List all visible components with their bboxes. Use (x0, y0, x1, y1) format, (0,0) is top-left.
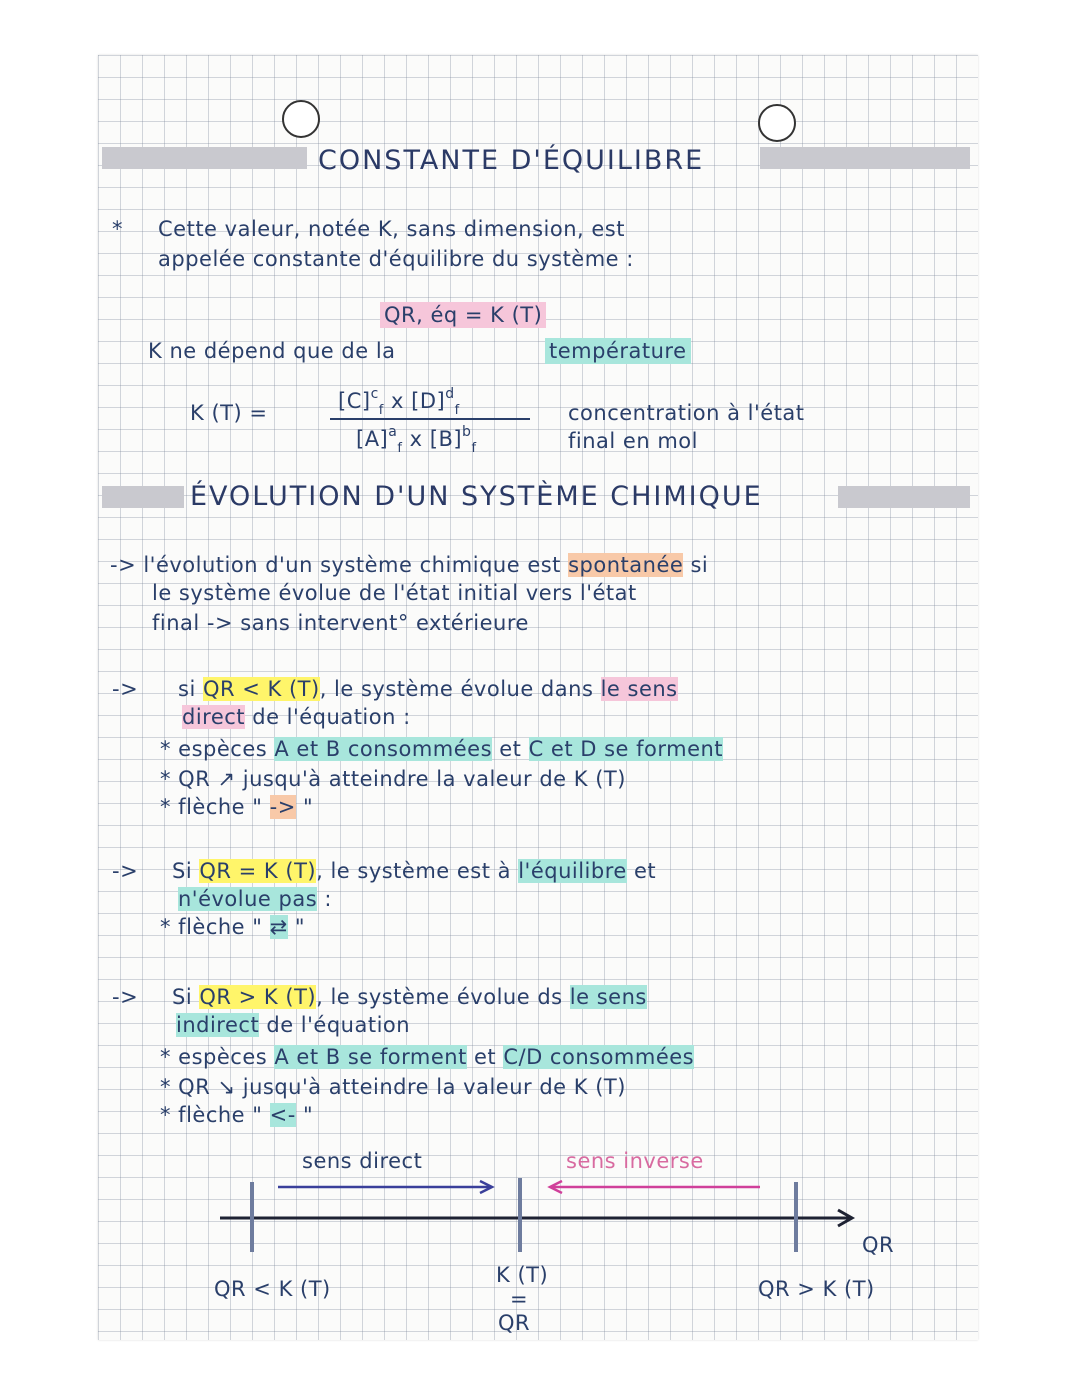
label-sens-direct: sens direct (302, 1149, 423, 1173)
case3-sens-highlight: le sens (569, 985, 647, 1009)
label-qr-greater-kt: QR > K (T) (758, 1277, 875, 1301)
evolution-l1-pre: -> l'évolution d'un système chimique est (110, 553, 561, 577)
case3-si: Si (172, 985, 193, 1009)
label-qr-equal: QR (498, 1311, 531, 1335)
exp-a: a (388, 424, 398, 440)
intro-line-2: appelée constante d'équilibre du système : (158, 247, 634, 271)
case3-condition: QR > K (T) (199, 985, 317, 1009)
concentration-note-1: concentration à l'état (568, 401, 805, 425)
evolution-line-3: final -> sans intervent° extérieure (152, 611, 529, 635)
times-1: x (391, 389, 404, 413)
intro-bullet: * (112, 217, 123, 241)
case2-b1-pre: * flèche " (160, 915, 263, 939)
heading-constante-equilibre: CONSTANTE D'ÉQUILIBRE (318, 145, 705, 176)
label-equals: = (510, 1287, 529, 1311)
case1-condition: QR < K (T) (202, 677, 320, 701)
case1-b3-post: " (303, 795, 314, 819)
case3-indirect-highlight: indirect (176, 1013, 260, 1037)
case3-b3-pre: * flèche " (160, 1103, 263, 1127)
spontanee-highlight: spontanée (568, 553, 684, 577)
kt-lhs: K (T) = (190, 401, 268, 425)
case1-b1-mid: et (499, 737, 522, 761)
case3-text: , le système évolue ds (316, 985, 563, 1009)
case3-bullet-2: * QR ↘ jusqu'à atteindre la valeur de K (T) (160, 1075, 626, 1099)
case2-condition: QR = K (T) (199, 859, 317, 883)
sub-f-c: f (378, 403, 384, 418)
case1-arrow: -> (112, 677, 139, 701)
case1-b3-pre: * flèche " (160, 795, 263, 819)
case3-arrow: -> (112, 985, 139, 1009)
case1-arrow-direct: -> (269, 795, 296, 819)
concentration-note-2: final en mol (568, 429, 698, 453)
case1-b1-consumed: A et B consommées (274, 737, 493, 761)
case2-si: Si (172, 859, 193, 883)
case2-b1-post: " (294, 915, 306, 939)
case1-b1-formed: C et D se forment (528, 737, 724, 761)
case1-direct-highlight: direct (182, 705, 246, 729)
conc-c: [C] (338, 389, 371, 413)
exp-b: b (462, 424, 472, 440)
conc-b: [B] (429, 427, 463, 451)
k-depends-text: K ne dépend que de la (148, 339, 396, 363)
case3-b1-formed: A et B se forment (274, 1045, 467, 1069)
label-qr-less-kt: QR < K (T) (214, 1277, 331, 1301)
sub-f-b: f (471, 441, 477, 456)
conc-a: [A] (356, 427, 389, 451)
case2-post: et (634, 859, 657, 883)
label-kt: K (T) (496, 1263, 549, 1287)
intro-line-1: Cette valeur, notée K, sans dimension, est (158, 217, 625, 241)
case1-b1-pre: * espèces (160, 737, 268, 761)
case3-b1-pre: * espèces (160, 1045, 268, 1069)
heading-evolution-systeme: ÉVOLUTION D'UN SYSTÈME CHIMIQUE (190, 481, 763, 512)
conc-d: [D] (411, 389, 446, 413)
label-sens-inverse: sens inverse (566, 1149, 704, 1173)
case3-arrow-indirect: <- (269, 1103, 296, 1127)
case3-b1-mid: et (474, 1045, 497, 1069)
formula-qr-eq: QR, éq = K (T) (380, 302, 546, 328)
case3-b1-consumed: C/D consommées (503, 1045, 695, 1069)
case1-l2-post: de l'équation : (252, 705, 411, 729)
case2-nevolue-highlight: n'évolue pas (178, 887, 318, 911)
temperature-highlight: température (545, 338, 691, 364)
case3-b3-post: " (303, 1103, 314, 1127)
exp-c: c (370, 386, 379, 402)
case1-text: , le système évolue dans (319, 677, 594, 701)
case2-equilibre-highlight: l'équilibre (518, 859, 627, 883)
case2-text: , le système est à (316, 859, 512, 883)
evolution-line-2: le système évolue de l'état initial vers l'état (152, 581, 637, 605)
case2-arrow-equilibrium: ⇄ (269, 915, 288, 939)
case2-arrow: -> (112, 859, 139, 883)
case3-l2-post: de l'équation (266, 1013, 411, 1037)
axis-label-qr: QR (862, 1233, 895, 1257)
sub-f-a: f (397, 441, 403, 456)
evolution-l1-post: si (690, 553, 709, 577)
exp-d: d (445, 386, 455, 402)
sub-f-d: f (454, 403, 460, 418)
times-2: x (409, 427, 423, 451)
case1-sens-highlight: le sens (600, 677, 678, 701)
case1-si: si (178, 677, 196, 701)
case2-l2-post: : (324, 887, 332, 911)
case1-bullet-2: * QR ↗ jusqu'à atteindre la valeur de K (T) (160, 767, 626, 791)
